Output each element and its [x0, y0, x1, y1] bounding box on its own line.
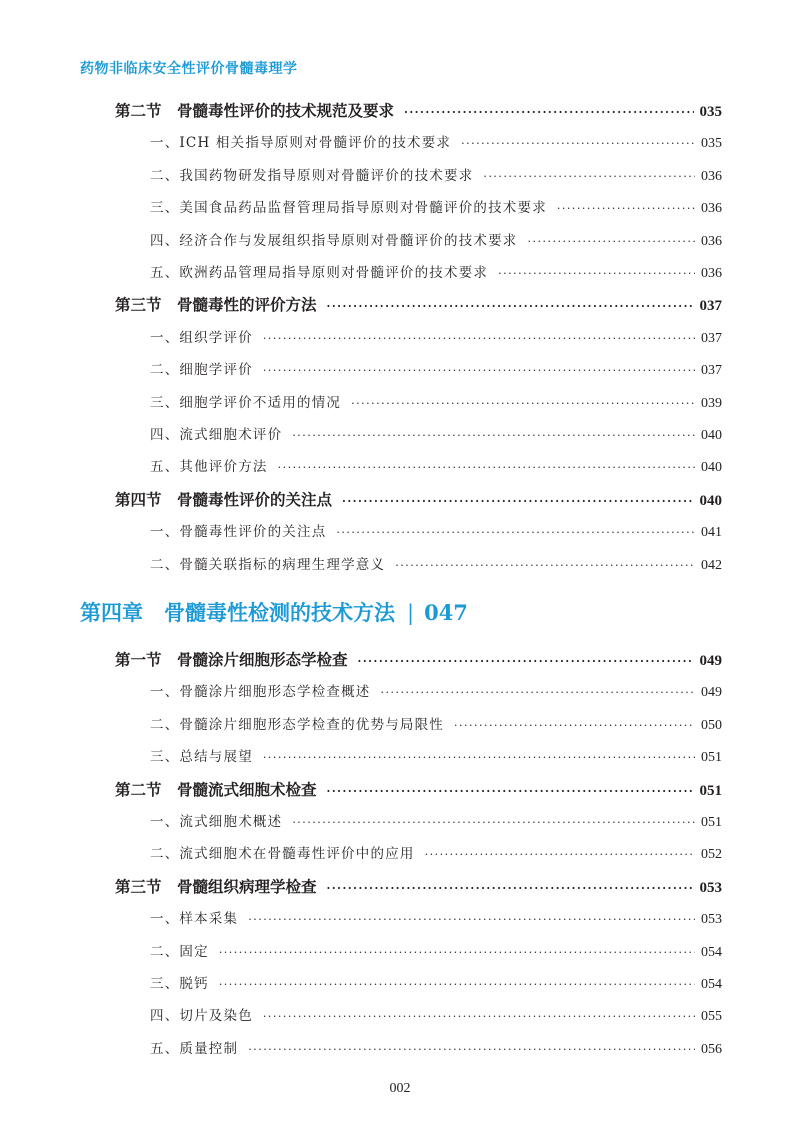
toc-entry-page: 049 [701, 685, 722, 701]
toc-entry-label: 第三节 骨髓组织病理学检查 [115, 876, 317, 896]
dot-leader [483, 170, 695, 183]
toc-entry-page: 035 [701, 136, 722, 152]
toc-entry-label: 三、细胞学评价不适用的情况 [150, 394, 342, 411]
running-head: 药物非临床安全性评价骨髓毒理学 [80, 61, 298, 77]
dot-leader [248, 913, 695, 926]
dot-leader [292, 429, 695, 442]
toc-entry-page: 036 [701, 168, 722, 184]
toc-entry-page: 051 [699, 782, 722, 799]
toc-entry-page: 036 [701, 233, 722, 249]
toc-entry-label: 第四节 骨髓毒性评价的关注点 [115, 489, 333, 509]
toc-entry-label: 二、骨髓关联指标的病理生理学意义 [150, 556, 386, 573]
toc-entry-label: 一、流式细胞术概述 [150, 814, 283, 830]
dot-leader [219, 946, 695, 959]
dot-leader [342, 495, 693, 508]
toc-entry-page: 042 [701, 557, 722, 573]
toc-entry-page: 051 [701, 815, 722, 830]
toc-entry-label: 五、质量控制 [150, 1040, 239, 1057]
toc-entry-label: 一、骨髓涂片细胞形态学检查概述 [150, 684, 371, 701]
toc-entry-label: 三、美国食品药品监督管理局指导原则对骨髓评价的技术要求 [150, 200, 547, 217]
toc-entry-page: 041 [701, 525, 722, 541]
toc-subsection-entry[interactable] [150, 907, 722, 928]
toc-subsection-entry[interactable] [150, 810, 722, 831]
toc-subsection-entry[interactable] [150, 229, 722, 250]
toc-subsection-entry[interactable] [150, 131, 722, 152]
toc-subsection-entry[interactable] [150, 1004, 722, 1025]
toc-subsection-entry[interactable] [150, 940, 722, 961]
toc-entry-label: 一、组织学评价 [150, 329, 253, 346]
toc-subsection-entry[interactable] [150, 196, 722, 217]
toc-entry-page: 035 [699, 104, 722, 120]
toc-entry-label: 四、流式细胞术评价 [150, 427, 283, 443]
toc-entry-page: 036 [701, 266, 722, 281]
toc-entry-page: 037 [701, 330, 722, 346]
toc-subsection-entry[interactable] [150, 553, 722, 574]
toc-section-entry[interactable] [115, 648, 722, 670]
toc-subsection-entry[interactable] [150, 391, 722, 412]
toc-entry-page: 055 [701, 1009, 722, 1025]
toc-entry-page: 040 [701, 460, 722, 476]
dot-leader [557, 202, 695, 215]
toc-subsection-entry[interactable] [150, 326, 722, 347]
toc-subsection-entry[interactable] [150, 972, 722, 993]
dot-leader [263, 1010, 695, 1023]
toc-subsection-entry[interactable] [150, 713, 722, 734]
chapter-separator: | [407, 601, 415, 625]
toc-subsection-entry[interactable] [150, 520, 722, 541]
toc-entry-page: 037 [701, 363, 722, 379]
dot-leader [263, 751, 695, 764]
toc-entry-page: 054 [701, 944, 722, 960]
toc-entry-label: 二、骨髓涂片细胞形态学检查的优势与局限性 [150, 716, 444, 733]
toc-subsection-entry[interactable] [150, 261, 722, 282]
toc-entry-label: 五、欧洲药品管理局指导原则对骨髓评价的技术要求 [150, 265, 489, 281]
toc-entry-page: 050 [701, 717, 722, 733]
toc-entry-label: 二、我国药物研发指导原则对骨髓评价的技术要求 [150, 167, 474, 184]
toc-subsection-entry[interactable] [150, 842, 722, 863]
dot-leader [381, 686, 696, 699]
chapter-heading[interactable] [80, 597, 468, 627]
toc-entry-label: 一、ICH 相关指导原则对骨髓评价的技术要求 [150, 135, 452, 152]
toc-entry-page: 040 [699, 492, 722, 509]
toc-entry-page: 056 [701, 1041, 722, 1057]
dot-leader [395, 559, 695, 572]
toc-entry-label: 四、切片及染色 [150, 1008, 253, 1025]
dot-leader [219, 978, 695, 991]
toc-entry-page: 054 [701, 977, 722, 992]
toc-entry-page: 049 [699, 653, 722, 669]
dot-leader [263, 332, 695, 345]
toc-entry-page: 037 [699, 298, 722, 315]
toc-subsection-entry[interactable] [150, 423, 722, 444]
chapter-page: 047 [424, 600, 468, 625]
dot-leader [358, 655, 694, 668]
toc-subsection-entry[interactable] [150, 164, 722, 185]
toc-entry-label: 四、经济合作与发展组织指导原则对骨髓评价的技术要求 [150, 232, 518, 249]
page-number: 002 [389, 1081, 411, 1096]
toc-entry-label: 一、骨髓毒性评价的关注点 [150, 524, 327, 541]
toc-entry-label: 三、总结与展望 [150, 749, 253, 766]
toc-entry-label: 二、固定 [150, 943, 209, 960]
toc-subsection-entry[interactable] [150, 1037, 722, 1058]
toc-section-entry[interactable] [115, 875, 722, 897]
toc-subsection-entry[interactable] [150, 455, 722, 476]
dot-leader [425, 848, 695, 861]
toc-section-entry[interactable] [115, 778, 722, 800]
toc-entry-page: 039 [701, 395, 722, 411]
toc-entry-page: 053 [701, 912, 722, 928]
chapter-title: 第四章 骨髓毒性检测的技术方法 [80, 600, 395, 625]
toc-entry-page: 036 [701, 201, 722, 217]
dot-leader [327, 882, 694, 895]
toc-subsection-entry[interactable] [150, 745, 722, 766]
toc-entry-page: 051 [701, 750, 722, 766]
toc-section-entry[interactable] [115, 488, 722, 510]
toc-entry-label: 二、流式细胞术在骨髓毒性评价中的应用 [150, 846, 415, 863]
toc-entry-label: 五、其他评价方法 [150, 459, 268, 476]
dot-leader [528, 235, 696, 248]
toc-subsection-entry[interactable] [150, 358, 722, 379]
toc-entry-label: 第二节 骨髓流式细胞术检查 [115, 779, 317, 799]
toc-entry-label: 第三节 骨髓毒性的评价方法 [115, 295, 317, 315]
dot-leader [248, 1043, 695, 1056]
toc-entry-label: 三、脱钙 [150, 976, 209, 992]
dot-leader [461, 137, 695, 150]
toc-entry-label: 二、细胞学评价 [150, 362, 253, 379]
toc-entry-page: 053 [699, 879, 722, 896]
dot-leader [263, 364, 695, 377]
dot-leader [351, 397, 695, 410]
dot-leader [292, 816, 695, 829]
toc-entry-page: 052 [701, 847, 722, 863]
dot-leader [498, 267, 695, 280]
dot-leader [404, 106, 693, 119]
toc-entry-label: 第一节 骨髓涂片细胞形态学检查 [115, 650, 348, 669]
dot-leader [454, 719, 695, 732]
dot-leader [327, 785, 694, 798]
toc-entry-page: 040 [701, 428, 722, 443]
toc-entry-label: 第二节 骨髓毒性评价的技术规范及要求 [115, 101, 395, 120]
dot-leader [336, 526, 695, 539]
dot-leader [327, 300, 694, 313]
toc-subsection-entry[interactable] [150, 680, 722, 701]
toc-section-entry[interactable] [115, 293, 722, 315]
toc-section-entry[interactable] [115, 99, 722, 121]
dot-leader [278, 461, 695, 474]
toc-entry-label: 一、样本采集 [150, 911, 239, 928]
